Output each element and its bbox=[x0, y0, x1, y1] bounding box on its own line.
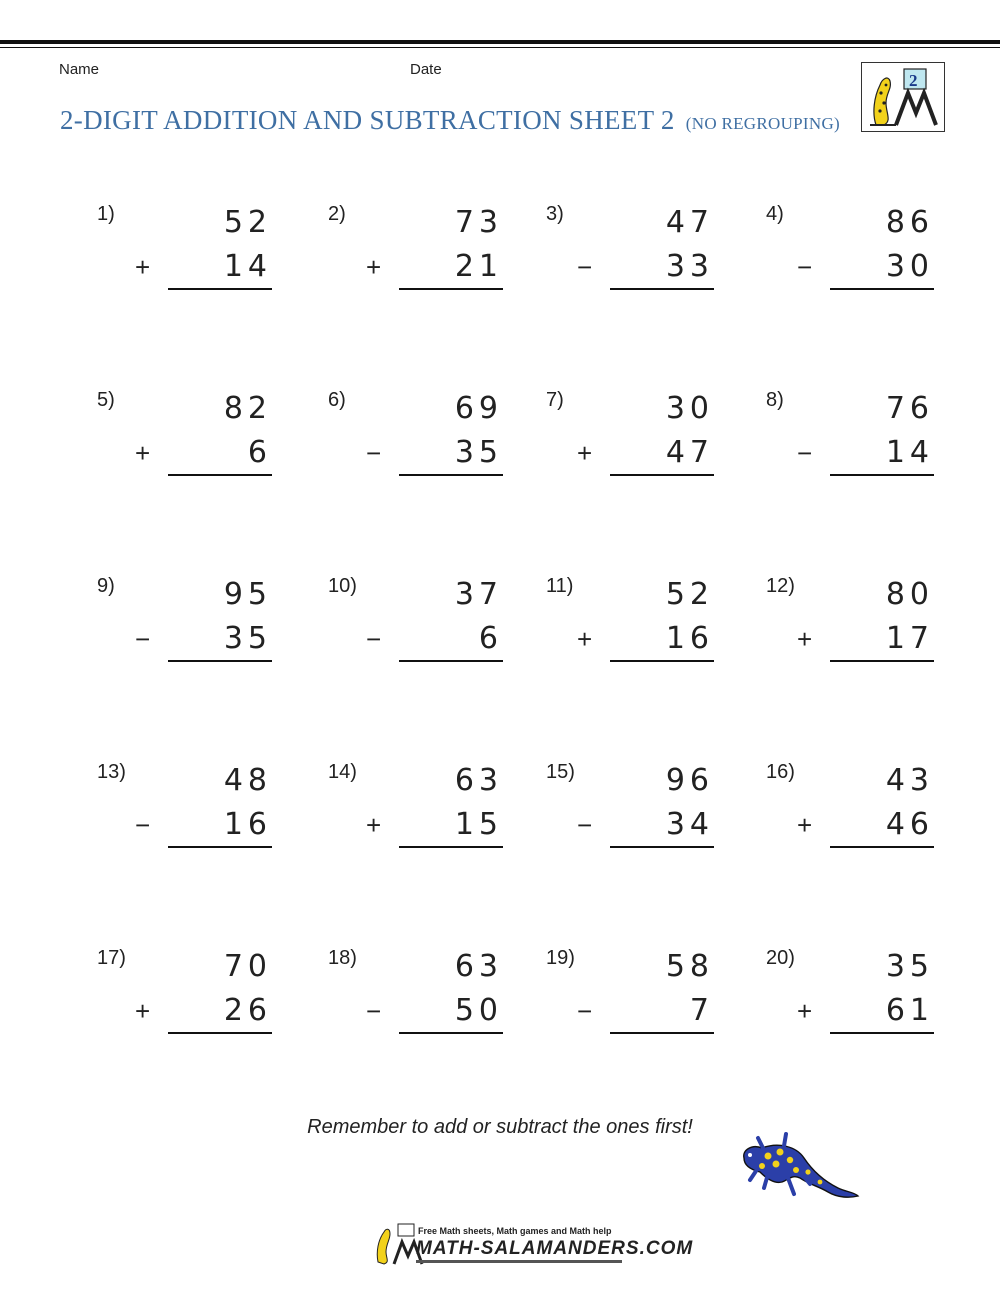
problem-bottom-number: 6 bbox=[478, 621, 503, 656]
problem-number: 14) bbox=[328, 761, 357, 783]
problem-9 bbox=[97, 575, 272, 675]
problem-bottom-number: 16 bbox=[665, 621, 714, 656]
operator-sign: + bbox=[135, 996, 151, 1026]
operator-sign: + bbox=[577, 624, 593, 654]
problem-top-number: 52 bbox=[665, 577, 714, 612]
salamander-logo-badge bbox=[861, 62, 945, 132]
problem-2 bbox=[328, 203, 503, 303]
page-title bbox=[60, 105, 840, 136]
problem-top-number: 82 bbox=[223, 391, 272, 426]
problem-bottom-number: 34 bbox=[665, 807, 714, 842]
problem-10 bbox=[328, 575, 503, 675]
operator-sign: + bbox=[366, 810, 382, 840]
operator-sign: + bbox=[577, 438, 593, 468]
problem-19 bbox=[546, 947, 714, 1047]
problem-top-number: 69 bbox=[454, 391, 503, 426]
problem-number: 13) bbox=[97, 761, 126, 783]
problem-top-number: 47 bbox=[665, 205, 714, 240]
problem-bottom-number: 30 bbox=[885, 249, 934, 284]
answer-line[interactable] bbox=[830, 846, 934, 848]
answer-line[interactable] bbox=[830, 1032, 934, 1034]
problem-bottom-number: 35 bbox=[223, 621, 272, 656]
problem-11 bbox=[546, 575, 714, 675]
problem-top-number: 96 bbox=[665, 763, 714, 798]
problem-top-number: 76 bbox=[885, 391, 934, 426]
problem-number: 15) bbox=[546, 761, 575, 783]
problem-number: 17) bbox=[97, 947, 126, 969]
answer-line[interactable] bbox=[830, 660, 934, 662]
problem-number: 11) bbox=[546, 575, 574, 597]
answer-line[interactable] bbox=[399, 1032, 503, 1034]
problem-number: 6) bbox=[328, 389, 346, 411]
problem-top-number: 52 bbox=[223, 205, 272, 240]
problem-number: 8) bbox=[766, 389, 784, 411]
problem-number: 2) bbox=[328, 203, 346, 225]
problem-bottom-number: 14 bbox=[223, 249, 272, 284]
problem-top-number: 58 bbox=[665, 949, 714, 984]
answer-line[interactable] bbox=[168, 474, 272, 476]
top-rule-thick bbox=[0, 40, 1000, 44]
footer-underline bbox=[416, 1260, 622, 1263]
problem-bottom-number: 26 bbox=[223, 993, 272, 1028]
problem-15 bbox=[546, 761, 714, 861]
problem-number: 20) bbox=[766, 947, 795, 969]
answer-line[interactable] bbox=[399, 846, 503, 848]
problem-bottom-number: 17 bbox=[885, 621, 934, 656]
operator-sign: + bbox=[797, 996, 813, 1026]
problem-number: 18) bbox=[328, 947, 357, 969]
problem-18 bbox=[328, 947, 503, 1047]
problem-top-number: 43 bbox=[885, 763, 934, 798]
reminder-label: Remember to add or subtract the ones first! bbox=[307, 1116, 693, 1138]
problem-top-number: 30 bbox=[665, 391, 714, 426]
operator-sign: − bbox=[366, 438, 382, 468]
problem-top-number: 63 bbox=[454, 763, 503, 798]
problem-number: 3) bbox=[546, 203, 564, 225]
problem-top-number: 70 bbox=[223, 949, 272, 984]
operator-sign: + bbox=[135, 438, 151, 468]
salamander-teacher-icon bbox=[862, 63, 944, 131]
answer-line[interactable] bbox=[168, 846, 272, 848]
answer-line[interactable] bbox=[168, 660, 272, 662]
salamander-icon bbox=[738, 1128, 862, 1212]
problem-top-number: 48 bbox=[223, 763, 272, 798]
problem-top-number: 80 bbox=[885, 577, 934, 612]
problem-number: 4) bbox=[766, 203, 784, 225]
answer-line[interactable] bbox=[168, 288, 272, 290]
footer-tagline: Free Math sheets, Math games and Math help bbox=[418, 1226, 612, 1236]
problem-4 bbox=[766, 203, 934, 303]
problem-bottom-number: 47 bbox=[665, 435, 714, 470]
problem-1 bbox=[97, 203, 272, 303]
operator-sign: − bbox=[366, 996, 382, 1026]
footer-site-name: MATH-SALAMANDERS.COM bbox=[416, 1238, 694, 1259]
problem-number: 19) bbox=[546, 947, 575, 969]
top-rule-thin bbox=[0, 47, 1000, 48]
problem-top-number: 95 bbox=[223, 577, 272, 612]
problem-top-number: 63 bbox=[454, 949, 503, 984]
problem-bottom-number: 35 bbox=[454, 435, 503, 470]
problem-number: 9) bbox=[97, 575, 115, 597]
problem-top-number: 86 bbox=[885, 205, 934, 240]
problem-bottom-number: 50 bbox=[454, 993, 503, 1028]
answer-line[interactable] bbox=[610, 288, 714, 290]
problem-bottom-number: 46 bbox=[885, 807, 934, 842]
date-label: Date bbox=[410, 61, 442, 78]
problem-number: 1) bbox=[97, 203, 115, 225]
problem-bottom-number: 33 bbox=[665, 249, 714, 284]
problem-bottom-number: 6 bbox=[247, 435, 272, 470]
answer-line[interactable] bbox=[830, 474, 934, 476]
problem-top-number: 35 bbox=[885, 949, 934, 984]
answer-line[interactable] bbox=[610, 846, 714, 848]
operator-sign: + bbox=[366, 252, 382, 282]
title-subtitle: (NO REGROUPING) bbox=[685, 114, 840, 133]
operator-sign: − bbox=[135, 624, 151, 654]
name-label: Name bbox=[59, 61, 100, 78]
problem-bottom-number: 7 bbox=[689, 993, 714, 1028]
operator-sign: − bbox=[797, 252, 813, 282]
answer-line[interactable] bbox=[399, 288, 503, 290]
problem-17 bbox=[97, 947, 272, 1047]
problem-top-number: 37 bbox=[454, 577, 503, 612]
operator-sign: − bbox=[797, 438, 813, 468]
problem-16 bbox=[766, 761, 934, 861]
operator-sign: − bbox=[577, 810, 593, 840]
problem-number: 10) bbox=[328, 575, 357, 597]
operator-sign: + bbox=[135, 252, 151, 282]
problem-7 bbox=[546, 389, 714, 489]
title-text: 2-DIGIT ADDITION AND SUBTRACTION SHEET 2 bbox=[60, 105, 675, 135]
problem-number: 5) bbox=[97, 389, 115, 411]
problem-bottom-number: 61 bbox=[885, 993, 934, 1028]
problem-3 bbox=[546, 203, 714, 303]
problem-bottom-number: 14 bbox=[885, 435, 934, 470]
problem-20 bbox=[766, 947, 934, 1047]
problem-12 bbox=[766, 575, 934, 675]
answer-line[interactable] bbox=[168, 1032, 272, 1034]
answer-line[interactable] bbox=[399, 474, 503, 476]
operator-sign: + bbox=[797, 810, 813, 840]
problem-bottom-number: 15 bbox=[454, 807, 503, 842]
answer-line[interactable] bbox=[610, 474, 714, 476]
operator-sign: − bbox=[366, 624, 382, 654]
problem-13 bbox=[97, 761, 272, 861]
problem-5 bbox=[97, 389, 272, 489]
operator-sign: − bbox=[135, 810, 151, 840]
operator-sign: + bbox=[797, 624, 813, 654]
problem-number: 16) bbox=[766, 761, 795, 783]
problem-6 bbox=[328, 389, 503, 489]
operator-sign: − bbox=[577, 252, 593, 282]
answer-line[interactable] bbox=[830, 288, 934, 290]
problem-top-number: 73 bbox=[454, 205, 503, 240]
answer-line[interactable] bbox=[399, 660, 503, 662]
badge-number: 2 bbox=[909, 71, 918, 90]
operator-sign: − bbox=[577, 996, 593, 1026]
answer-line[interactable] bbox=[610, 1032, 714, 1034]
problem-8 bbox=[766, 389, 934, 489]
problem-bottom-number: 21 bbox=[454, 249, 503, 284]
problem-number: 12) bbox=[766, 575, 795, 597]
problem-number: 7) bbox=[546, 389, 564, 411]
problem-14 bbox=[328, 761, 503, 861]
answer-line[interactable] bbox=[610, 660, 714, 662]
problem-bottom-number: 16 bbox=[223, 807, 272, 842]
